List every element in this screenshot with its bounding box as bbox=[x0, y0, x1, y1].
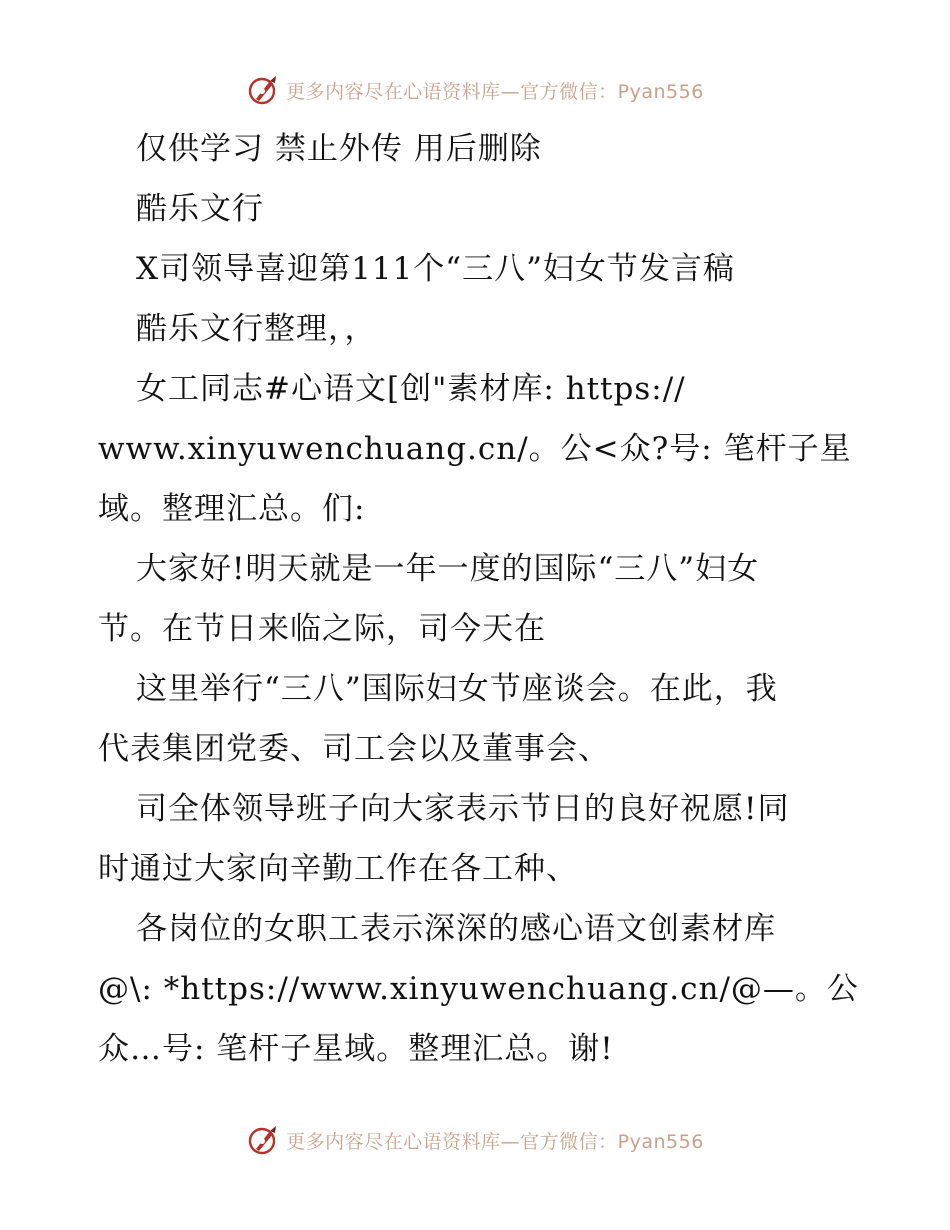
quill-pen-logo-icon bbox=[246, 73, 280, 107]
text-line: 这里举行“三八”国际妇女节座谈会。在此，我 bbox=[136, 671, 778, 707]
text-line: 女工同志#心语文[创"素材库: https:// bbox=[136, 371, 686, 407]
footer-banner-text: 更多内容尽在心语资料库—官方微信：Pyan556 bbox=[286, 1130, 704, 1153]
text-line: 仅供学习 禁止外传 用后删除 bbox=[136, 131, 542, 167]
text-line: 众…号: 笔杆子星域。整理汇总。谢! bbox=[98, 1031, 614, 1067]
text-line: 酷乐文行整理，， bbox=[136, 311, 377, 347]
text-line: 时通过大家向辛勤工作在各工种、 bbox=[98, 851, 578, 887]
text-line: 代表集团党委、司工会以及董事会、 bbox=[98, 731, 610, 767]
text-line: 域。整理汇总。们: bbox=[98, 491, 366, 527]
text-line: 节。在节日来临之际，司今天在 bbox=[98, 611, 546, 647]
footer-banner bbox=[0, 1120, 950, 1160]
text-line: 酷乐文行 bbox=[136, 191, 264, 227]
header-banner-text: 更多内容尽在心语资料库—官方微信：Pyan556 bbox=[286, 80, 704, 103]
text-line: www.xinyuwenchuang.cn/。公<众?号: 笔杆子星 bbox=[98, 431, 852, 467]
text-line: @\: *https://www.xinyuwenchuang.cn/@—。公 bbox=[98, 971, 859, 1007]
text-line: 各岗位的女职工表示深深的感心语文创素材库 bbox=[136, 911, 776, 947]
text-line: 大家好!明天就是一年一度的国际“三八”妇女 bbox=[136, 551, 760, 587]
header-banner bbox=[0, 70, 950, 110]
document-body bbox=[98, 119, 858, 1079]
text-line: 司全体领导班子向大家表示节日的良好祝愿!同 bbox=[136, 791, 790, 827]
quill-pen-logo-icon bbox=[246, 1123, 280, 1157]
document-title: X司领导喜迎第111个“三八”妇女节发言稿 bbox=[136, 251, 735, 287]
